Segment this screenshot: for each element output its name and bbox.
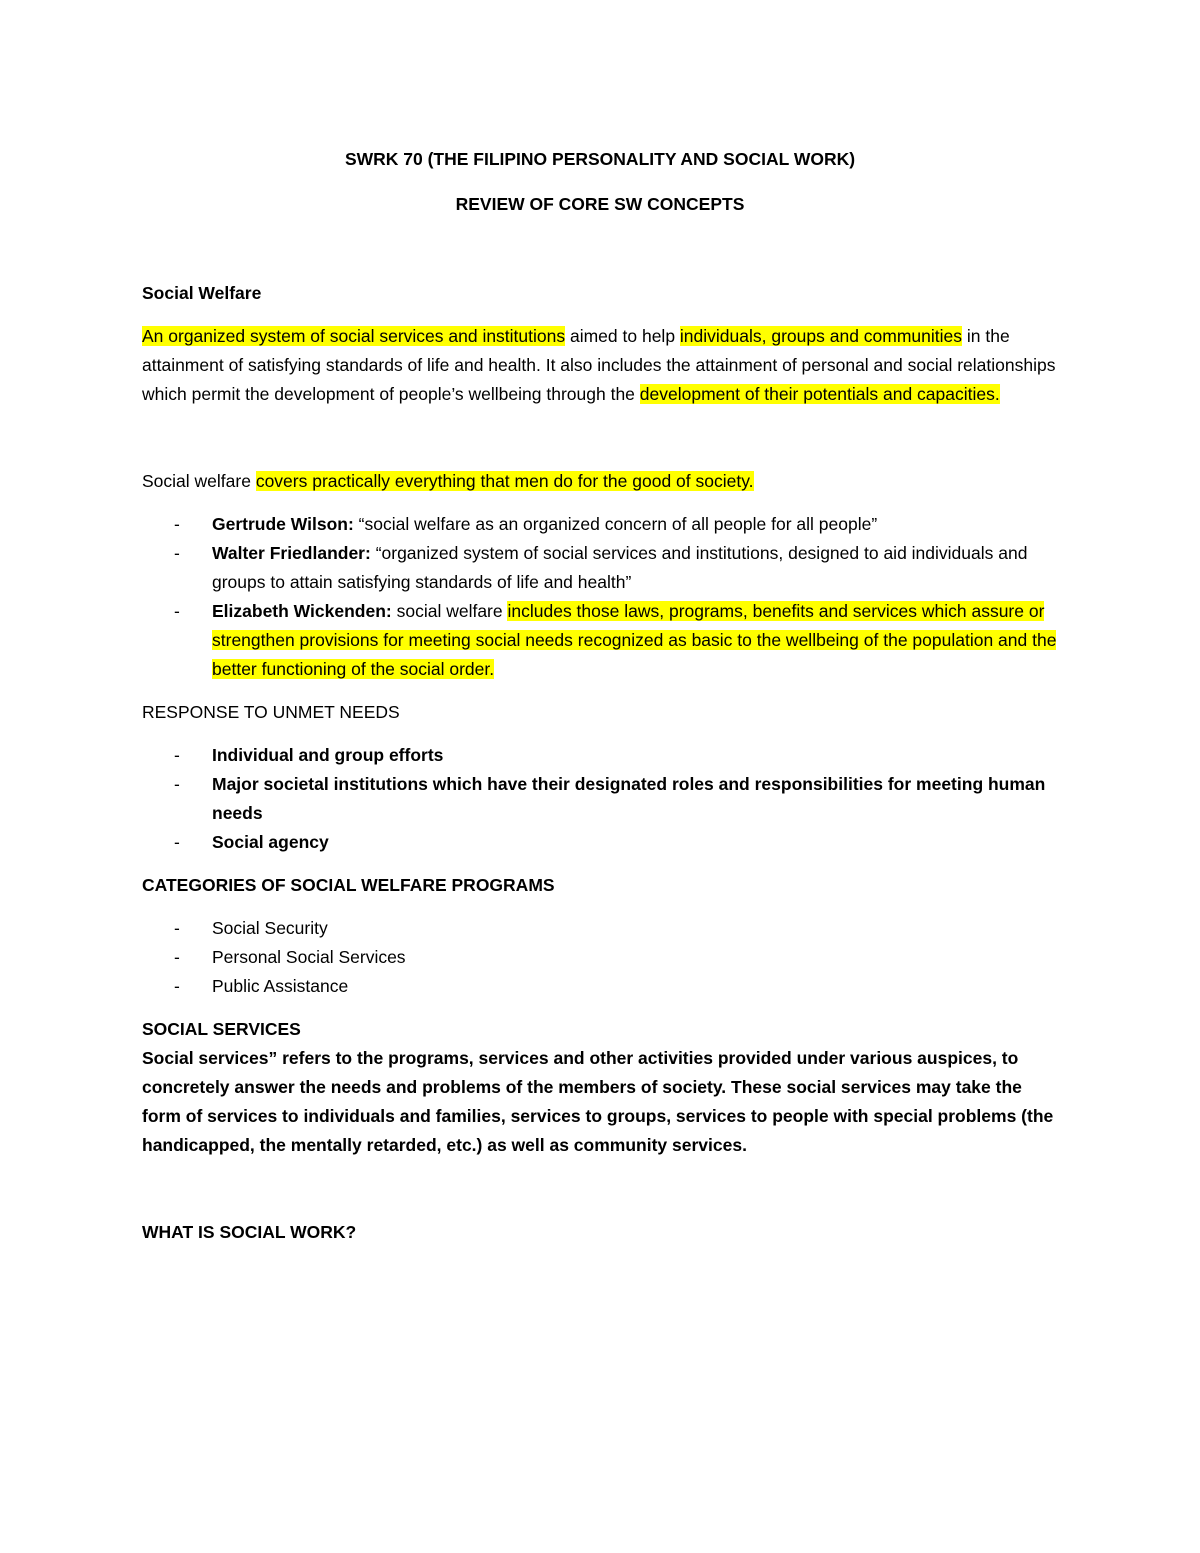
dash-bullet: -: [174, 918, 180, 938]
document-content: [142, 145, 1058, 1247]
covers-highlight: covers practically everything that men do for the good of society.: [255, 471, 754, 491]
list-item: [142, 539, 1058, 597]
social-services-heading: SOCIAL SERVICES: [142, 1019, 301, 1039]
highlight-development-potentials: development of their potentials and capacities.: [639, 384, 1000, 404]
highlight-individuals-groups: individuals, groups and communities: [679, 326, 963, 346]
definition-quote: social welfare: [391, 601, 508, 621]
document-subtitle: REVIEW OF CORE SW CONCEPTS: [455, 194, 745, 214]
social-services-section: [142, 1015, 1058, 1160]
list-item: [142, 770, 1058, 828]
definition-quote: “organized system of social services and institutions, designed to aid individuals and groups to attain satisfying standards of life and health”: [212, 543, 1028, 592]
response-item-text: Social agency: [212, 832, 329, 852]
social-welfare-heading: Social Welfare: [142, 283, 262, 303]
list-item: [142, 972, 1058, 1001]
what-is-social-work-heading: WHAT IS SOCIAL WORK?: [142, 1222, 357, 1242]
response-heading: RESPONSE TO UNMET NEEDS: [142, 702, 400, 722]
definition-text-2: in the attainment of satisfying standards of life and health. It also includes the attainment of personal and social relationships which permit the development of people’s wellbeing through the: [142, 326, 1056, 404]
dash-bullet: -: [174, 514, 180, 534]
social-services-body: Social services” refers to the programs, services and other activities provided under various auspices, to concretely answer the needs and problems of the members of society. These social services may take the form of services to individuals and families, services to groups, services to people with special problems (the handicapped, the mentally retarded, etc.) as well as community services.: [142, 1048, 1054, 1155]
dash-bullet: -: [174, 745, 180, 765]
dash-bullet: -: [174, 832, 180, 852]
list-item: [142, 510, 1058, 539]
definition-author: Walter Friedlander:: [212, 543, 371, 563]
list-item: [142, 741, 1058, 770]
definitions-list: [142, 510, 1058, 684]
dash-bullet: -: [174, 543, 180, 563]
covers-lead: Social welfare: [142, 471, 256, 491]
social-welfare-definition: [142, 322, 1058, 409]
course-title: SWRK 70 (THE FILIPINO PERSONALITY AND SOCIAL WORK): [344, 149, 856, 169]
highlight-organized-system: An organized system of social services and institutions: [142, 326, 566, 346]
definition-highlight: includes those laws, programs, benefits and services which assure or strengthen provisions for meeting social needs recognized as basic to the wellbeing of the population and the better functioning of the social order.: [212, 601, 1057, 679]
categories-heading: CATEGORIES OF SOCIAL WELFARE PROGRAMS: [142, 875, 555, 895]
list-item: [142, 943, 1058, 972]
response-item-text: Individual and group efforts: [212, 745, 444, 765]
list-item: [142, 828, 1058, 857]
dash-bullet: -: [174, 601, 180, 621]
categories-list: [142, 914, 1058, 1001]
dash-bullet: -: [174, 976, 180, 996]
response-list: [142, 741, 1058, 857]
definition-author: Gertrude Wilson:: [212, 514, 354, 534]
category-item-text: Personal Social Services: [212, 947, 406, 967]
definition-author: Elizabeth Wickenden:: [212, 601, 392, 621]
dash-bullet: -: [174, 947, 180, 967]
category-item-text: Public Assistance: [212, 976, 349, 996]
dash-bullet: -: [174, 774, 180, 794]
list-item: [142, 914, 1058, 943]
category-item-text: Social Security: [212, 918, 328, 938]
definition-text-1: aimed to help: [565, 326, 680, 346]
response-item-text: Major societal institutions which have their designated roles and responsibilities for meeting human needs: [212, 774, 1046, 823]
definition-quote: “social welfare as an organized concern of all people for all people”: [353, 514, 878, 534]
list-item: [142, 597, 1058, 684]
covers-sentence: [142, 467, 1058, 496]
